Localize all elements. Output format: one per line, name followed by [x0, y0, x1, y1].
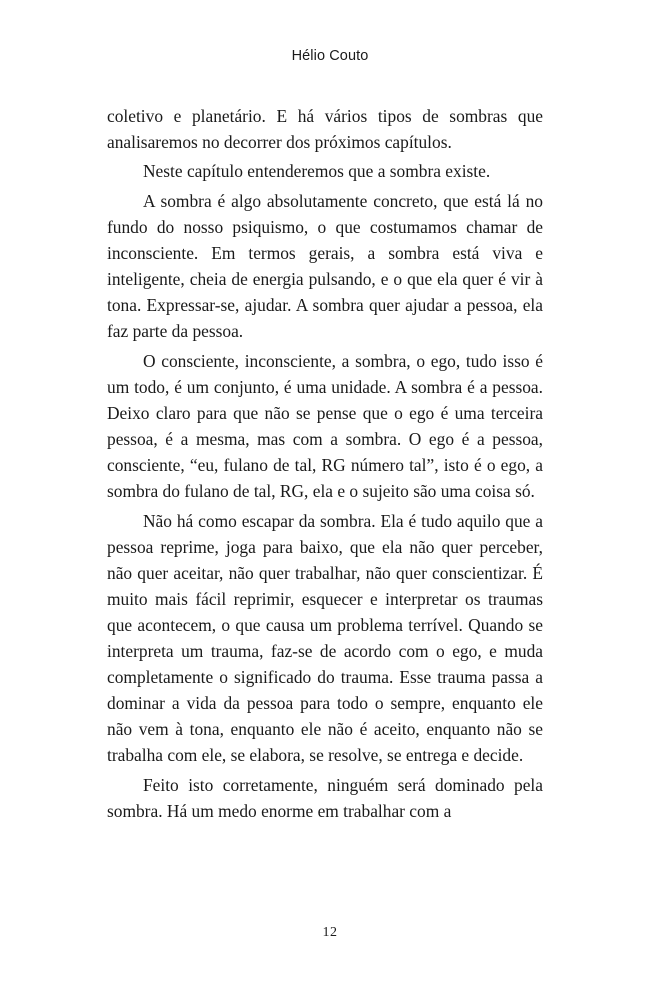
body-text [107, 103, 543, 827]
running-head: Hélio Couto [291, 48, 369, 64]
paragraph: Não há como escapar da sombra. Ela é tudo aquilo que a pessoa reprime, joga para baixo, que ela não quer perceber, não quer aceitar, não quer trabalhar, não quer conscientizar. É muito mais fácil reprimir, esquecer e interpretar os traumas que acontecem, o que causa um problema terrível. Quando se interpreta um trauma, faz-se de acordo com o ego, e muda completamente o significado do trauma. Esse trauma passa a dominar a vida da pessoa para todo o sempre, enquanto ele não vem à tona, enquanto ele não é aceito, enquanto não se trabalha com ele, se elabora, se resolve, se entrega e decide. [107, 510, 543, 766]
page-number: 12 [322, 925, 338, 940]
paragraph: Neste capítulo entenderemos que a sombra existe. [143, 161, 491, 182]
paragraph: Feito isto corretamente, ninguém será dominado pela sombra. Há um medo enorme em trabalhar com a [107, 774, 543, 821]
paragraph: coletivo e planetário. E há vários tipos de sombras que analisaremos no decorrer dos próximos capítulos. [107, 106, 543, 153]
paragraph: O consciente, inconsciente, a sombra, o ego, tudo isso é um todo, é um conjunto, é uma unidade. A sombra é a pessoa. Deixo claro para que não se pense que o ego é uma terceira pessoa, é a mesma, mas com a sombra. O ego é a pessoa, consciente, “eu, fulano de tal, RG número tal”, isto é o ego, a sombra do fulano de tal, RG, ela e o sujeito são uma coisa só. [107, 350, 543, 502]
paragraph: A sombra é algo absolutamente concreto, que está lá no fundo do nosso psiquismo, o que costumamos chamar de inconsciente. Em termos gerais, a sombra está viva e inteligente, cheia de energia pulsando, e o que ela quer é vir à tona. Expressar-se, ajudar. A sombra quer ajudar a pessoa, ela faz parte da pessoa. [107, 190, 543, 342]
